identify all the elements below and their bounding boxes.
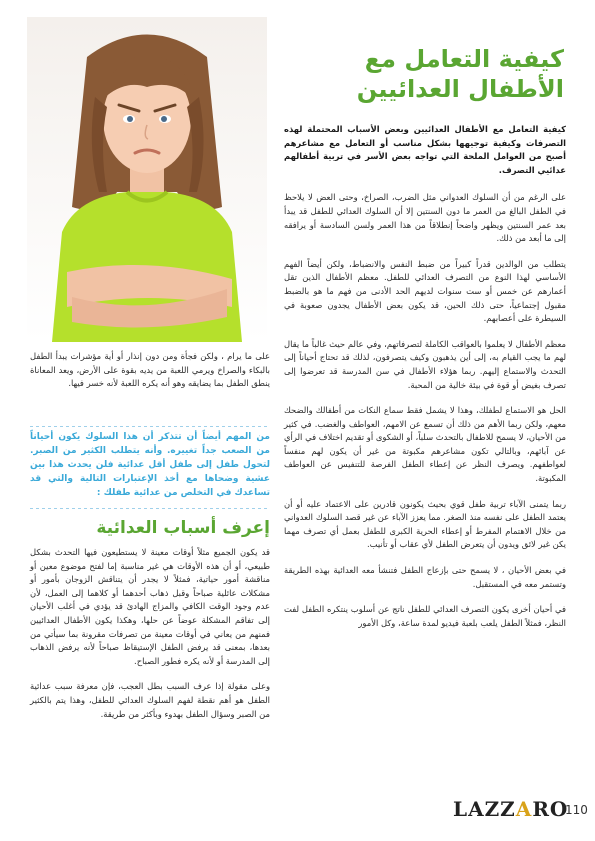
- section-heading: إعرف أسباب العدائية: [96, 518, 270, 538]
- logo-text-prefix: LAZZ: [453, 797, 516, 821]
- body-paragraph: قد يكون الجميع مثلاً أوقات معينة لا يستطيعون فيها التحدث بشكل طبيعي، أو أن هذه الأوقات هي غير مناسبة إما لفتح موضوع معين أو مناقشة أمور حياتية، فمثلاً لا يجدر أن يتناقش الزوجان بأمور أو مشكلات عائلية صباحاً وقبل ذهاب أحدهما أو كلاهما إلى العمل، لأن عدم وجود الوقت الكافي والمزاج الهادئ قد يؤدي في أغلب الأحيان إلى تفاقم المشكلة عوضاً عن حلها، وهكذا يكون الأطفال العدائيين فمنهم من يعاني في أوقات معينة من تصرفات مقرونة بما سيأتي من بعدها، بمعنى قد يرفض الطفل الإستيقاظ صباحاً لأنه يرفض الذهاب إلى المدرسة أو لأنه يكره فطور الصباح.: [30, 547, 270, 666]
- angry-girl-illustration: [27, 17, 267, 342]
- angry-girl-photo: [27, 17, 267, 342]
- logo-text-suffix: RO: [532, 797, 569, 821]
- lead-paragraph: كيفية التعامل مع الأطفال العدائيين وبعض الأسباب المحتملة لهذه التصرفات وكيفية توجيهها بشكل مناسب أو التعامل مع مشاعرهم أصبح من العوامل الملحة التي تواجه بعض الأسر في تربية أطفالهم عدائيي التصرف.: [284, 124, 566, 175]
- magazine-logo: [453, 797, 568, 821]
- quote-divider-top: [30, 426, 270, 427]
- body-paragraph: وعلى مقولة إذا عرف السبب بطل العجب، فإن معرفة سبب عدائية الطفل هو أهم نقطة لفهم السلوك العدائي للطفل، وهذا يتم بالكثير من الصبر وسؤال الطفل بهدوء وبأكثر من طريقة.: [30, 681, 270, 719]
- body-paragraph: ربما يتمنى الآباء تربية طفل قوي بحيث يكونون قادرين على الاعتماد عليه أو أن يعتمد الطفل على نفسه منذ الصغر. مما يعزز الآباء عن غير قصد السلوك العدواني من خلال الاهتمام المفرط أو إعطاء الحرية الكبرى للطفل بعمل أي تصرف مهما يكن غير لائق ويدون أن يتعرض الطفل لأي عقاب أو تأنيب.: [284, 498, 566, 550]
- page-number: 110: [565, 803, 588, 817]
- left-column-body: [30, 546, 270, 733]
- body-paragraph: في أحيان أخرى يكون التصرف العدائي للطفل ناتج عن أسلوب ينتكره الطفل لفت النظر، فمثلاً الطفل يلعب بلعبة فيديو لمدة ساعة، وكل الأمور: [284, 604, 566, 628]
- body-paragraph: على الرغم من أن السلوك العدواني مثل الضرب، الصراخ، وحتى العض لا يلاحظ في الطفل البالغ من العمر ما دون السنتين إلا أن السلوك العدائي للطفل قد يبدأ بعد عمر السنتين ويظهر واضحاً إنطلاقاً من هذا العمر ولسن السادسة أو يرافقه إلى ما أبعد من ذلك.: [284, 192, 566, 244]
- body-paragraph: معظم الأطفال لا يعلموا بالعواقب الكاملة لتصرفاتهم، وفي عالم حيث غالباً ما يقال لهم ما يجب القيام به، إلى أين يذهبون وكيف يتصرفون، لذلك قد تحتاج أحياناً إلى التحدث والاستماع إليهم. ربما هؤلاء الأطفال في سن المدرسة قد تعرضوا إلى تصرف بغيض أو قوة في بيئة خالية من المحبة.: [284, 338, 566, 390]
- body-paragraph: الحل هو الاستماع لطفلك، وهذا لا يشمل فقط سماع النكات من أطفالك والضحك معهم، ولكن ربما الأهم من ذلك أن تسمع عن الامهم، العواطف والغضب. في كثير من الأحيان، لا يسمح للاطفال بالتحدث سلباً، أو الشكوى أو تقديم اختلاف في الرأي عن آبائهم، وبالتالي تكون مشاعرهم مكبوتة من غير أن يكون لهم منفساً لعواطفهم. ويصرف النظر عن إعطاء الطفل الفرصة للتنفيس عن العواطف المكبوتة.: [284, 405, 566, 484]
- right-column: [284, 123, 566, 642]
- logo-text-accent: A: [515, 797, 533, 821]
- quote-divider-bottom: [30, 508, 270, 509]
- continued-paragraph: على ما يرام ، ولكن فجأة ومن دون إنذار أو أية مؤشرات يبدأ الطفل بالبكاء والصراخ ويرمي اللعبة من يديه بقوة على الأرض، ويعد المعاناة ينطق الطفل بما يضايقه وهو أنه يكره اللعبة لأنه خسر فيها.: [30, 351, 270, 389]
- body-paragraph: يتطلب من الوالدين قدراً كبيراً من ضبط النفس والانضباط، ولكن أيضاً الفهم الأساسي لهذا النوع من التصرف العدائي للطفل. معظم الأطفال الذين تقل أعمارهم عن خمس أو ست سنوات لديهم الحد الأدنى من فهم ما هو بالضبط مقبول إجتماعياً، حتى ذلك الحين، قد يكون بعض الأطفال يجدون صعوبة في السيطرة على أعصابهم.: [284, 258, 566, 324]
- body-paragraph: في بعض الأحيان ، لا يسمح حتى بإزعاج الطفل فتنشأ معه العدائية بهذه الطريقة وتستمر معه في المستقبل.: [284, 565, 566, 589]
- article-title: كيفية التعامل مع الأطفال العدائيين: [356, 45, 564, 103]
- pull-quote: من المهم أيضاً أن تتذكر أن هذا السلوك يكون أحياناً من الصعب جداً تغييره. وأنه يتطلب الكثير من الصبر. لتحول طفل إلى طفل أقل عدائية فلن يحدث هذا بين عشية وضحاها مع أخذ الإعتبارات التالية والتي قد تساعدك في التخلص من عدائية طفلك :: [30, 432, 270, 498]
- left-column-top: [30, 350, 270, 391]
